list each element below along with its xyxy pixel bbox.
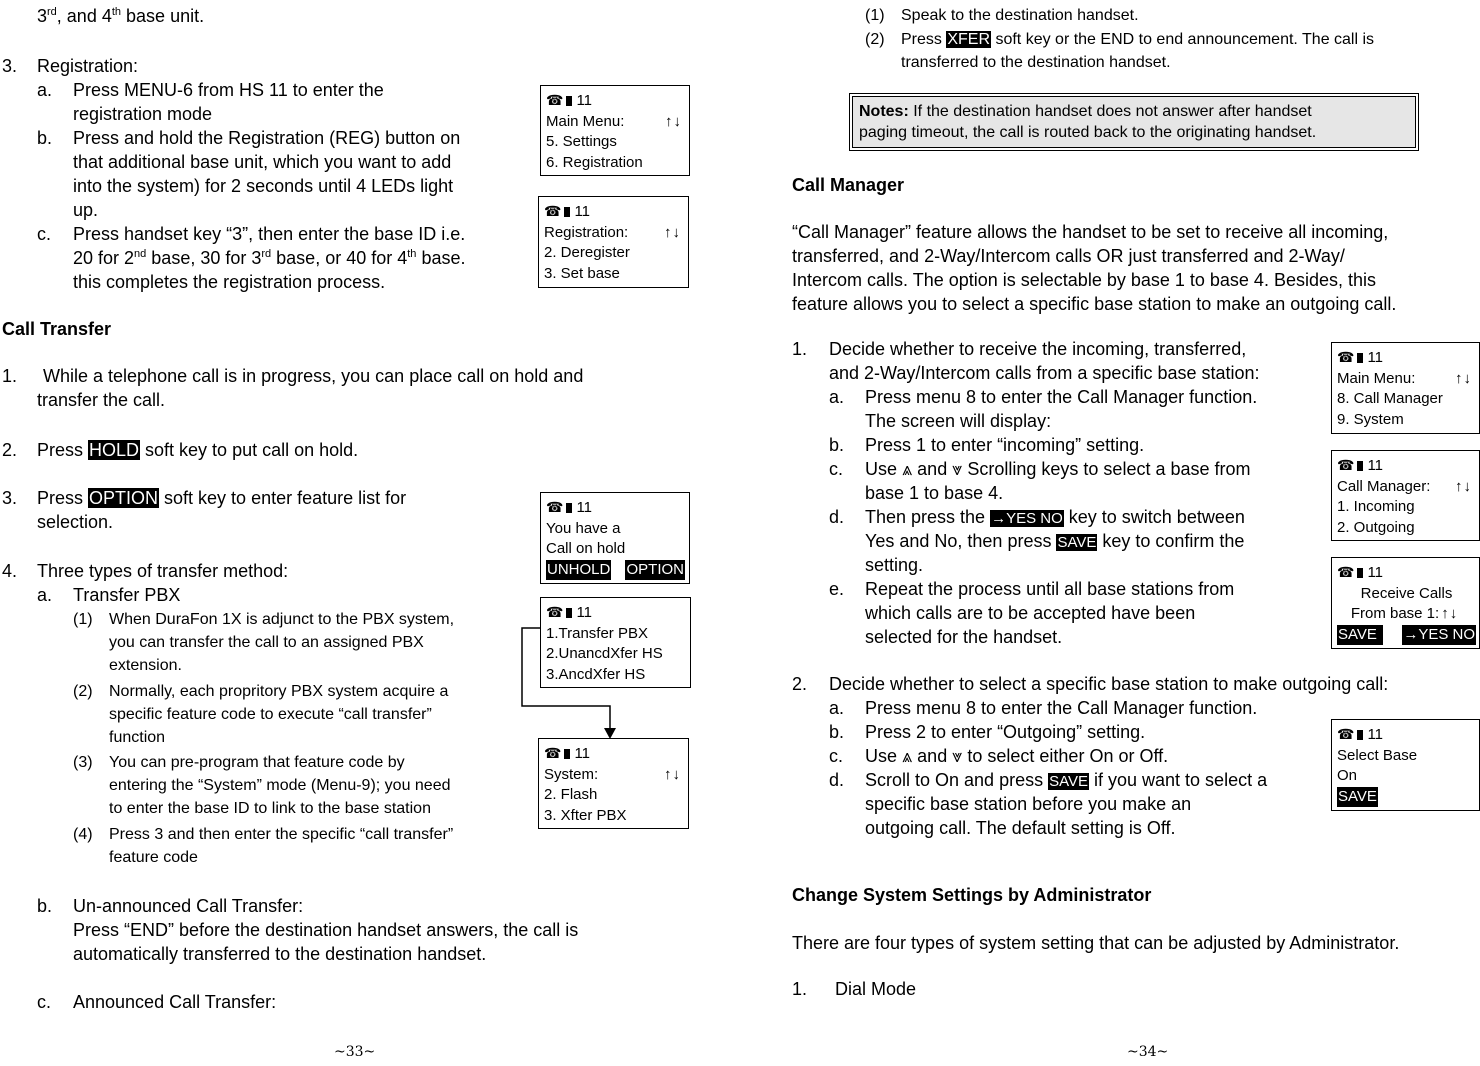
lcd-screen-call-on-hold: ☎ 11 You have a Call on hold UNHOLD OPTION	[540, 492, 690, 584]
text-line: Press XFER soft key or the END to end announcement. The call is	[901, 31, 1375, 48]
text-line: that additional base unit, which you want to add	[73, 152, 452, 172]
scroll-arrows-icon: ↑↓	[664, 765, 681, 783]
save-softkey: SAVE	[1337, 787, 1378, 808]
phone-icon: ☎	[544, 745, 562, 761]
lcd-screen-system: ☎ 11 System: ↑↓ 2. Flash 3. Xfter PBX	[538, 738, 689, 829]
text-line: entering the “System” mode (Menu-9); you need	[109, 777, 451, 794]
battery-icon	[1357, 568, 1363, 578]
list-letter: a.	[829, 387, 845, 407]
text-line: 20 for 2nd base, 30 for 3rd base, or 40 for 4th base.	[73, 248, 466, 268]
step-number: 2.	[2, 440, 18, 460]
text-line: up.	[73, 200, 99, 220]
text-line: Three types of transfer method:	[37, 561, 289, 581]
text-line: Un-announced Call Transfer:	[73, 896, 304, 916]
lcd-screen-registration: ☎ 11 Registration: ↑↓ 2. Deregister 3. Set base	[538, 196, 689, 288]
list-letter: d.	[829, 770, 845, 790]
save-softkey: SAVE	[1337, 625, 1383, 646]
text-line: While a telephone call is in progress, you can place call on hold and	[43, 366, 584, 386]
text-line: outgoing call. The default setting is Off.	[865, 818, 1176, 838]
text-line: transferred to the destination handset.	[901, 54, 1171, 71]
text-line: selection.	[37, 512, 114, 532]
hold-softkey-label: HOLD	[89, 440, 140, 460]
text-line: and 2-Way/Intercom calls from a specific base station:	[829, 363, 1260, 383]
text-line: Decide whether to receive the incoming, transferred,	[829, 339, 1247, 359]
text-line: you can transfer the call to an assigned PBX	[109, 634, 424, 651]
battery-icon	[564, 749, 570, 759]
text-line: Decide whether to select a specific base station to make outgoing call:	[829, 674, 1389, 694]
step-number: 1.	[792, 979, 808, 999]
list-letter: a.	[37, 80, 53, 100]
registration-heading: Registration:	[37, 56, 139, 76]
yes-no-softkey: →YES NO	[1402, 625, 1476, 646]
sub-number: (2)	[73, 683, 93, 700]
text-line: Normally, each propritory PBX system acquire a	[109, 683, 449, 700]
text-line: Scroll to On and press SAVE if you want to select a	[865, 770, 1268, 790]
text-line: Repeat the process until all base stations from	[865, 579, 1235, 599]
page-number: ~33~	[334, 1044, 376, 1060]
scroll-down-icon: ⩔	[952, 459, 963, 479]
text-line: setting.	[865, 555, 924, 575]
text-line: Press 3 and then enter the specific “call transfer”	[109, 826, 454, 843]
text-line: transferred, and 2-Way/Intercom calls OR just transferred and 2-Way/	[792, 246, 1345, 266]
phone-icon: ☎	[1337, 457, 1355, 473]
scroll-arrows-icon: ↑↓	[1441, 605, 1459, 622]
text-line: There are four types of system setting that can be adjusted by Administrator.	[792, 933, 1400, 953]
text-line: Dial Mode	[835, 979, 917, 999]
text-line: Press MENU-6 from HS 11 to enter the	[73, 80, 384, 100]
sub-number: (2)	[865, 31, 885, 48]
text-line: selected for the handset.	[865, 627, 1063, 647]
step-number: 2.	[792, 674, 808, 694]
option-softkey: OPTION	[625, 560, 685, 581]
page-number: ~34~	[1127, 1044, 1169, 1060]
lcd-screen-select-base: ☎ 11 Select Base On SAVE	[1331, 719, 1480, 811]
list-letter: b.	[829, 435, 845, 455]
battery-icon	[566, 608, 572, 618]
lcd-screen-main-menu-cm: ☎ 11 Main Menu: ↑↓ 8. Call Manager 9. System	[1331, 342, 1480, 434]
unhold-softkey: UNHOLD	[546, 560, 611, 581]
text-line: Use ⩓ and ⩔ Scrolling keys to select a base from	[865, 459, 1251, 479]
text-line: Yes and No, then press SAVE key to confirm the	[865, 531, 1245, 551]
text-line: You can pre-program that feature code by	[109, 754, 405, 771]
step-number: 1.	[2, 366, 18, 386]
call-manager-heading: Call Manager	[792, 175, 905, 195]
scroll-up-icon: ⩓	[902, 459, 913, 479]
text-line: feature code	[109, 849, 198, 866]
save-softkey-label: SAVE	[1057, 534, 1097, 551]
phone-icon: ☎	[1337, 349, 1355, 365]
text-line: The screen will display:	[865, 411, 1052, 431]
battery-icon	[566, 96, 572, 106]
step-number: 4.	[2, 561, 18, 581]
text-line: Press OPTION soft key to enter feature list for	[37, 488, 407, 508]
registration-step-header-line: 3rd, and 4th base unit.	[37, 6, 205, 26]
phone-icon: ☎	[546, 499, 564, 515]
text-line: specific base station before you make an	[865, 794, 1192, 814]
text-line: into the system) for 2 seconds until 4 LEDs light	[73, 176, 454, 196]
admin-settings-heading: Change System Settings by Administrator	[792, 885, 1152, 905]
list-letter: a.	[829, 698, 845, 718]
text-line: specific feature code to execute “call transfer”	[109, 706, 432, 723]
text-line: registration mode	[73, 104, 213, 124]
scroll-arrows-icon: ↑↓	[664, 223, 681, 241]
list-letter: d.	[829, 507, 845, 527]
list-letter: c.	[37, 992, 52, 1012]
text-line: function	[109, 729, 166, 746]
lcd-screen-main-menu: ☎ 11 Main Menu: ↑↓ 5. Settings 6. Registration	[540, 85, 690, 176]
text-line: base 1 to base 4.	[865, 483, 1004, 503]
lcd-screen-call-manager: ☎ 11 Call Manager: ↑↓ 1. Incoming 2. Outgoing	[1331, 450, 1480, 541]
text-line: Then press the →YES NO key to switch between	[865, 507, 1245, 527]
text-line: this completes the registration process.	[73, 272, 386, 292]
text-line: Press HOLD soft key to put call on hold.	[37, 440, 359, 460]
battery-icon	[1357, 461, 1363, 471]
text-line: Press and hold the Registration (REG) button on	[73, 128, 461, 148]
text-line: to enter the base ID to link to the base station	[109, 800, 431, 817]
lcd-screen-transfer-options: ☎ 11 1.Transfer PBX 2.UnancdXfer HS 3.AncdXfer HS	[540, 597, 691, 688]
battery-icon	[1357, 730, 1363, 740]
list-letter: c.	[37, 224, 52, 244]
scroll-down-icon: ⩔	[952, 746, 963, 766]
text-line: Intercom calls. The option is selectable by base 1 to base 4. Besides, this	[792, 270, 1376, 290]
lcd-screen-receive-calls: ☎ 11 Receive Calls From base 1: ↑↓ SAVE →YES NO	[1331, 557, 1480, 649]
call-transfer-heading: Call Transfer	[2, 319, 112, 339]
save-softkey-label: SAVE	[1049, 773, 1088, 790]
battery-icon	[1357, 353, 1363, 363]
phone-icon: ☎	[544, 203, 562, 219]
scroll-arrows-icon: ↑↓	[665, 112, 682, 130]
text-line: When DuraFon 1X is adjunct to the PBX system,	[109, 611, 455, 628]
list-letter: e.	[829, 579, 845, 599]
phone-icon: ☎	[1337, 564, 1355, 580]
step-number: 1.	[792, 339, 808, 359]
text-line: extension.	[109, 657, 182, 674]
text-line: Press menu 8 to enter the Call Manager function.	[865, 698, 1258, 718]
text-line: Press menu 8 to enter the Call Manager function.	[865, 387, 1258, 407]
text-line: Transfer PBX	[73, 585, 181, 605]
phone-icon: ☎	[546, 92, 564, 108]
text-line: “Call Manager” feature allows the handset to be set to receive all incoming,	[792, 222, 1389, 242]
phone-icon: ☎	[1337, 726, 1355, 742]
phone-icon: ☎	[546, 604, 564, 620]
battery-icon	[564, 207, 570, 217]
text-line: Press 2 to enter “Outgoing” setting.	[865, 722, 1146, 742]
text-line: Announced Call Transfer:	[73, 992, 277, 1012]
text-line: Press 1 to enter “incoming” setting.	[865, 435, 1145, 455]
sub-number: (1)	[73, 611, 93, 628]
step-number: 3.	[2, 488, 18, 508]
list-letter: b.	[829, 722, 845, 742]
list-letter: a.	[37, 585, 53, 605]
text-line: which calls are to be accepted have been	[865, 603, 1196, 623]
list-letter: c.	[829, 459, 844, 479]
text-line: Press “END” before the destination handset answers, the call is	[73, 920, 579, 940]
scroll-arrows-icon: ↑↓	[1455, 477, 1472, 495]
text-line: feature allows you to select a specific base station to make an outgoing call.	[792, 294, 1397, 314]
notes-box: Notes: If the destination handset does not answer after handset paging timeout, the call is routed back to the originating handset.	[852, 96, 1416, 148]
step-number: 3.	[2, 56, 18, 76]
flow-connector-arrow	[515, 626, 625, 740]
battery-icon	[566, 503, 572, 513]
text-line: transfer the call.	[37, 390, 166, 410]
scroll-up-icon: ⩓	[902, 746, 913, 766]
text-line: automatically transferred to the destination handset.	[73, 944, 487, 964]
sub-number: (4)	[73, 826, 93, 843]
sub-number: (3)	[73, 754, 93, 771]
text-line: Press handset key “3”, then enter the base ID i.e.	[73, 224, 466, 244]
list-letter: c.	[829, 746, 844, 766]
list-letter: b.	[37, 896, 53, 916]
option-softkey-label: OPTION	[89, 488, 159, 508]
yes-no-softkey-label: →YES NO	[991, 510, 1063, 527]
xfer-softkey-label: XFER	[947, 31, 991, 48]
text-line: Use ⩓ and ⩔ to select either On or Off.	[865, 746, 1169, 766]
scroll-arrows-icon: ↑↓	[1455, 369, 1472, 387]
sub-number: (1)	[865, 7, 885, 24]
text-line: Speak to the destination handset.	[901, 7, 1139, 24]
list-letter: b.	[37, 128, 53, 148]
